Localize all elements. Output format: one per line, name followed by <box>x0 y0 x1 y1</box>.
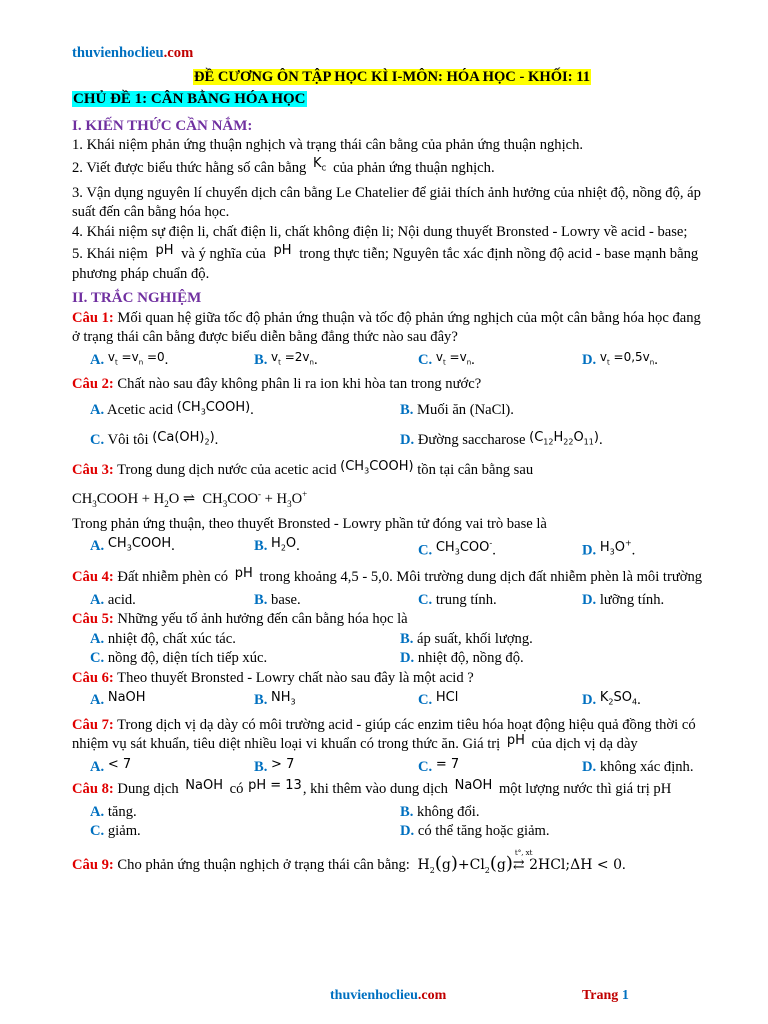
option-d[interactable]: D. có thể tăng hoặc giảm. <box>400 823 550 840</box>
option-b[interactable]: B. $H_2O$. <box>254 536 300 555</box>
topic-row <box>72 90 712 110</box>
document-title: ĐỀ CƯƠNG ÔN TẬP HỌC KÌ I-MÔN: HÓA HỌC - KHỐI: 11 <box>193 68 591 85</box>
page-number: Trang 1 <box>582 988 629 1003</box>
option-c[interactable]: C. HCl <box>418 690 459 709</box>
footer-site-name[interactable]: thuvienhoclieu.com <box>330 988 447 1003</box>
question-6-options <box>72 691 712 715</box>
question-5-options-row2 <box>72 649 712 669</box>
question-7-options <box>72 758 712 778</box>
document-page <box>72 46 712 880</box>
topic-title: CHỦ ĐỀ 1: CÂN BẰNG HÓA HỌC <box>73 91 306 107</box>
option-d[interactable]: D. lưỡng tính. <box>582 591 665 608</box>
option-c[interactable]: C. giảm. <box>90 823 141 840</box>
document-title-row <box>72 68 712 88</box>
option-b[interactable]: B. $^{v_t =2v_n}$. <box>254 349 318 368</box>
question-8-options-row2 <box>72 822 712 842</box>
knowledge-item-1: 1. Khái niệm phản ứng thuận nghịch và trạng thái cân bằng của phản ứng thuận nghịch. <box>72 137 584 153</box>
option-c[interactable]: C. $CH_3COO^-$. <box>418 539 496 559</box>
question-3: Câu 3: Trong dung dịch nước của acetic acid $(CH_3COOH)$ tồn tại cân bằng sau $CH_3COOH + H_2O$ ⇌ $CH_3COO^- + H_3O^+$ Trong phản ứng thuận, theo thuyết Bronsted - Lowry phần tử đóng vai trò base là A. $CH_3COOH$. B. $H_2O$. C. $CH_3COO^-$. D. $H_3O^+$. <box>72 461 712 565</box>
site-header <box>72 44 712 64</box>
option-a[interactable]: A. $^{v_t =v_n =0}$. <box>90 349 169 368</box>
option-d[interactable]: D. $^{v_t =0,5v_n}$. <box>582 349 658 368</box>
option-c[interactable]: C. = 7 <box>418 756 460 775</box>
question-4: Câu 4: Đất nhiễm phèn có pH trong khoảng 4,5 - 5,0. Môi trường dung dịch đất nhiễm phèn là môi trường A. acid. B. base. C. trung tính. D. lưỡng tính. <box>72 568 712 610</box>
knowledge-item-3: 3. Vận dụng nguyên lí chuyển dịch cân bằng Le Chatelier để giải thích ảnh hưởng của nhiệt độ, nồng độ, áp suất đến cân bằng hóa học. <box>72 184 701 221</box>
option-c[interactable]: C. Vôi tôi $(Ca(OH)_2)$. <box>90 430 219 449</box>
option-d[interactable]: D. $H_3O^+$. <box>582 539 636 559</box>
option-a[interactable]: A. nhiệt độ, chất xúc tác. <box>90 630 236 647</box>
option-b[interactable]: B. $NH_3$ <box>254 690 296 709</box>
question-2-options-row1 <box>72 401 712 425</box>
question-8-options-row1 <box>72 803 712 823</box>
option-b[interactable]: B. không đổi. <box>400 803 480 820</box>
question-9: Câu 9: Cho phản ứng thuận nghịch ở trạng thái cân bằng: $H_2(g)+Cl_2(g)$ t°, xt ⇄ 2HCl;ΔH < 0. <box>72 848 626 875</box>
option-b[interactable]: B. áp suất, khối lượng. <box>400 630 533 647</box>
option-b[interactable]: B. Muối ăn (NaCl). <box>400 401 514 418</box>
option-b[interactable]: B. base. <box>254 591 301 608</box>
question-6: Câu 6: Theo thuyết Bronsted - Lowry chất nào sau đây là một acid ? A. NaOH B. $NH_3$ C. HCl D. $K_2SO_4$. <box>72 669 712 716</box>
question-1-options <box>72 351 712 376</box>
page-footer <box>0 988 768 1008</box>
option-a[interactable]: A. $CH_3COOH$. <box>90 536 175 555</box>
option-a[interactable]: A. acid. <box>90 591 136 608</box>
option-d[interactable]: D. không xác định. <box>582 758 694 775</box>
option-b[interactable]: B. > 7 <box>254 756 295 775</box>
knowledge-item-4: 4. Khái niệm sự điện li, chất điện li, chất không điện li; Nội dung thuyết Bronsted - Lowry về acid - base; <box>72 223 688 240</box>
site-name[interactable]: thuvienhoclieu.com <box>72 45 194 61</box>
section-knowledge-heading: I. KIẾN THỨC CẦN NẮM: <box>72 117 253 134</box>
question-2: Câu 2: Chất nào sau đây không phân li ra ion khi hòa tan trong nước? A. Acetic acid $(CH_3COOH)$. B. Muối ăn (NaCl). C. Vôi tôi $(Ca(OH)_2)$. D. Đường saccharose $(C_{12}H_{22}O_{11})$. <box>72 375 712 455</box>
option-c[interactable]: C. trung tính. <box>418 591 497 608</box>
knowledge-item-5: 5. Khái niệm pH và ý nghĩa của pH trong thực tiễn; Nguyên tắc xác định nồng độ acid - base mạnh bằng phương pháp chuẩn độ. <box>72 243 699 282</box>
question-2-options-row2 <box>72 431 712 455</box>
question-1: Câu 1: Mối quan hệ giữa tốc độ phản ứng thuận và tốc độ phản ứng nghịch của một cân bằng hóa học đang ở trạng thái cân bằng được biểu diễn bằng đẳng thức nào sau đây? A. $^{v_t =v_n =0}$. B. $^{v_t =2v_n}$. C. $^{v_t =v_n}$. D. $^{v_t =0,5v_n}$. <box>72 309 712 376</box>
question-7: Câu 7: Trong dịch vị dạ dày có môi trường acid - giúp các enzim tiêu hóa hoạt động hiệu quả đồng thời có nhiệm vụ sát khuẩn, tiêu diệt nhiều loại vi khuẩn có trong thức ăn. Giá trị pH của dịch vị dạ dày A. < 7 B. > 7 C. = 7 D. không xác định. <box>72 716 712 778</box>
question-5-options-row1 <box>72 630 712 650</box>
option-a[interactable]: A. Acetic acid $(CH_3COOH)$. <box>90 399 254 418</box>
option-a[interactable]: A. NaOH <box>90 690 146 709</box>
option-d[interactable]: D. $K_2SO_4$. <box>582 690 641 709</box>
question-3-options <box>72 537 712 565</box>
option-c[interactable]: C. $^{v_t =v_n}$. <box>418 349 475 368</box>
option-d[interactable]: D. Đường saccharose $(C_{12}H_{22}O_{11})$. <box>400 430 603 449</box>
question-5: Câu 5: Những yếu tố ảnh hưởng đến cân bằng hóa học là A. nhiệt độ, chất xúc tác. B. áp suất, khối lượng. C. nồng độ, diện tích tiếp xúc. D. nhiệt độ, nồng độ. <box>72 610 712 669</box>
knowledge-item-2: 2. Viết được biểu thức hằng số cân bằng $K_C$ của phản ứng thuận nghịch. <box>72 155 495 176</box>
reaction-equation: $H_2(g)+Cl_2(g)$ t°, xt ⇄ 2HCl;ΔH < 0 <box>417 848 622 875</box>
section-quiz-heading: II. TRẮC NGHIỆM <box>72 290 202 307</box>
option-d[interactable]: D. nhiệt độ, nồng độ. <box>400 650 524 667</box>
option-a[interactable]: A. < 7 <box>90 756 132 775</box>
equilibrium-equation: $CH_3COOH + H_2O$ ⇌ $CH_3COO^- + H_3O^+$ <box>72 489 308 510</box>
question-4-options <box>72 591 712 611</box>
option-a[interactable]: A. tăng. <box>90 803 137 820</box>
question-8: Câu 8: Dung dịch NaOH có pH = 13, khi thêm vào dung dịch NaOH một lượng nước thì giá trị pH A. tăng. B. không đổi. C. giảm. D. có thể tăng hoặc giảm. <box>72 780 712 842</box>
option-c[interactable]: C. nồng độ, diện tích tiếp xúc. <box>90 650 268 667</box>
